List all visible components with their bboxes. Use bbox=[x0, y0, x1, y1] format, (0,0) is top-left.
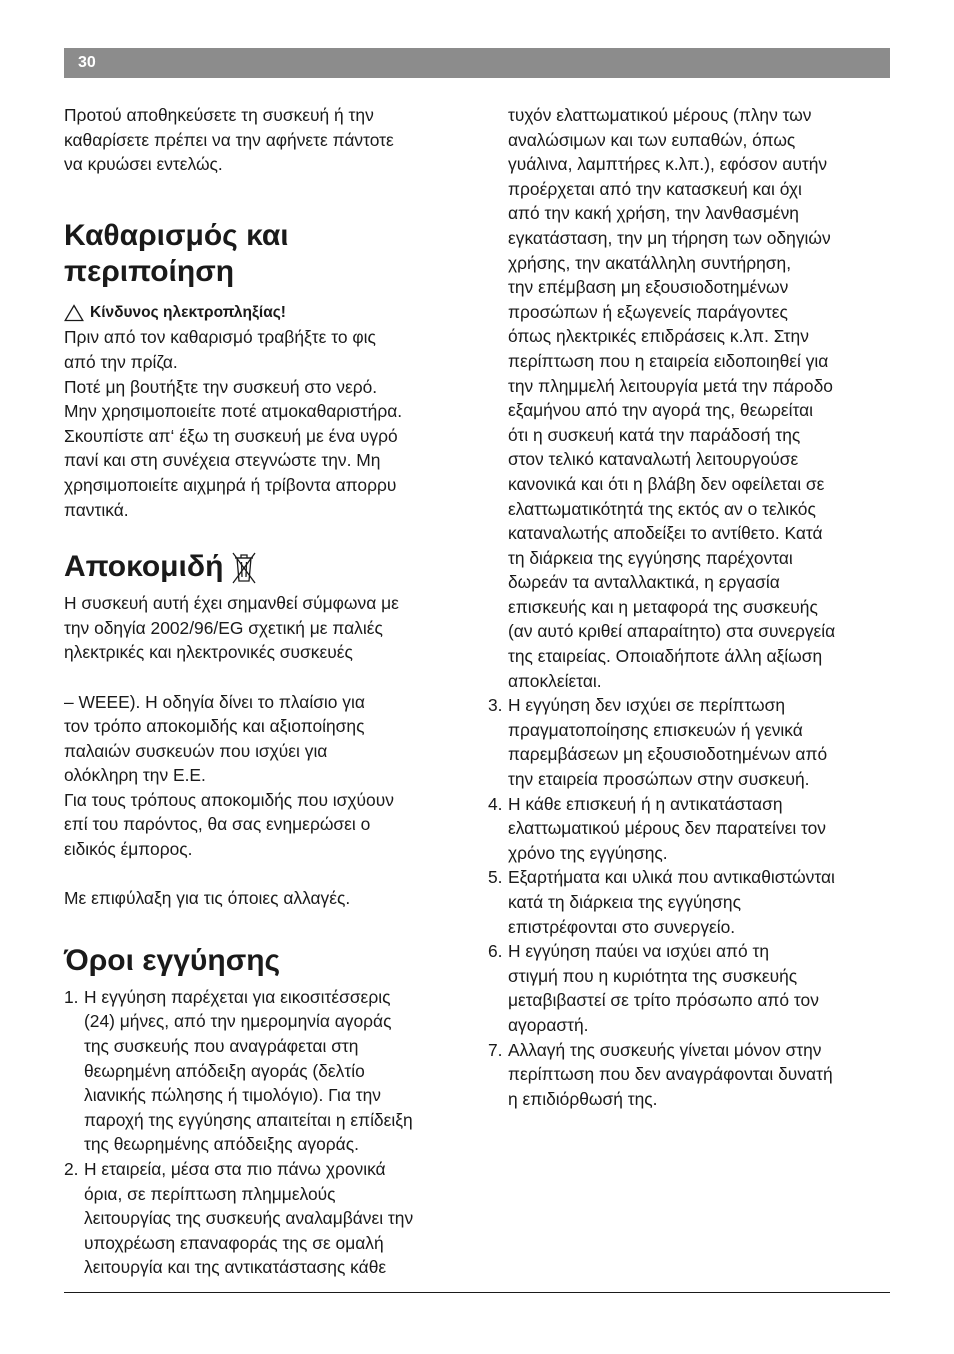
list-item-number: 7. bbox=[488, 1039, 503, 1060]
list-item-number: 2. bbox=[64, 1159, 79, 1179]
intro-paragraph: Προτού αποθηκεύσετε τη συσκευή ή την καθαρίσετε πρέπει να την αφήνετε πάντοτε να κρυώσει εντελώς. bbox=[64, 105, 394, 175]
warning-triangle-icon bbox=[64, 304, 84, 322]
list-item-text: Η κάθε επισκευή ή η αντικατάσταση ελαττωματικού μέρους δεν παρατείνει τον χρόνο της εγγύησης. bbox=[508, 793, 827, 863]
list-item bbox=[488, 939, 892, 1037]
warranty-list-right bbox=[488, 693, 892, 1111]
list-item-text: Αλλαγή της συσκευής γίνεται μόνον στην περίπτωση που δεν αναγράφονται δυνατή η επιδιόρθωσή της. bbox=[508, 1039, 833, 1109]
list-item-text: Εξαρτήματα και υλικά που αντικαθιστώνται κατά τη διάρκεια της εγγύησης επιστρέφονται στο συνεργείο. bbox=[508, 867, 835, 937]
right-column bbox=[488, 103, 892, 1111]
list-item bbox=[488, 1038, 892, 1112]
cleaning-body: Πριν από τον καθαρισμό τραβήξτε το φις από την πρίζα. Ποτέ μη βουτήξτε την συσκευή στο νερό. Μην χρησιμοποιείτε ποτέ ατμοκαθαριστήρα. Σκουπίστε απ‘ έξω τη συσκευή με ένα υγρό πανί και στη συνέχεια στεγνώστε την. Μη χρησιμοποιείτε αιχμηρά ή τρίβοντα απορρυ παντικά. bbox=[64, 327, 403, 520]
disposal-heading bbox=[64, 549, 468, 585]
warranty-item-2-continuation: τυχόν ελαττωματικού μέρους (πλην των αναλώσιμων και των ευπαθών, όπως γυάλινα, λαμπτήρες κ.λπ.), εφόσον αυτήν προέρχεται από την κατασκευή και όχι από την κακή χρήση, την λανθασμένη εγκατάσταση, την μη τήρηση των οδηγιών χρήσης, την ακατάλληλη συντήρηση, την επέμβαση μη εξουσιοδοτημένων προσώπων ή εξωγενείς παράγοντες όπως ηλεκτρικές επιδράσεις κ.λπ. Στην περίπτωση που η εταιρεία ειδοποιηθεί για την πλημμελή λειτουργία μετά την πάροδο εξαμήνου από την αγορά της, θεωρείται ότι η συσκευή κατά την παράδοσή της στον τελικό καταναλωτή λειτουργούσε κανονικά και ότι η βλάβη δεν οφείλεται σε ελαττωματικότητά της εκτός αν ο τελικός καταναλωτής αποδείξει το αντίθετο. Κατά τη διάρκεια της εγγύησης παρέχονται δωρεάν τα ανταλλακτικά, η εργασία επισκευής και η μεταφορά της συσκευής (αν αυτό κριθεί απαραίτητο) στα συνεργεία της εταιρείας. Οποιαδήποτε άλλη αξίωση αποκλείεται. bbox=[508, 105, 836, 691]
list-item-number: 4. bbox=[488, 793, 503, 814]
list-item bbox=[488, 865, 892, 939]
disposal-title: Αποκομιδή bbox=[64, 550, 224, 584]
list-item-text: Η εγγύηση δεν ισχύει σε περίπτωση πραγματοποίησης επισκευών ή γενικά παρεμβάσεων μη εξουσιοδοτημένων από την εταιρεία προσώπων στην συσκευή. bbox=[508, 695, 828, 790]
disposal-body-2: – WEEE). Η οδηγία δίνει το πλαίσιο για τον τρόπο αποκομιδής και αξιοποίησης παλαιών συσκευών που ισχύει για ολόκληρη την Ε.Ε. Για τους τρόπους αποκομιδής που ισχύουν επί του παρόντος, θα σας ενημερώσει ο ειδικός έμπορος. bbox=[64, 691, 394, 860]
list-item bbox=[488, 792, 892, 866]
list-item bbox=[64, 1157, 468, 1280]
footer-divider bbox=[64, 1292, 890, 1293]
disposal-body-3: Με επιφύλαξη για τις όποιες αλλαγές. bbox=[64, 888, 351, 909]
disposal-body-1: Η συσκευή αυτή έχει σημανθεί σύμφωνα με την οδηγία 2002/96/EG σχετική με παλιές ηλεκτρικές και ηλεκτρονικές συσκευές bbox=[64, 593, 399, 663]
left-column bbox=[64, 103, 468, 1280]
list-item-text: Η εγγύηση παρέχεται για εικοσιτέσσερις (24) μήνες, από την ημερομηνία αγοράς της συσκευής που αναγράφεται στη θεωρημένη απόδειξη αγοράς (δελτίο λιανικής πώλησης ή τιμολόγιο). Για την παροχή της εγγύησης απαιτείται η επίδειξη της θεωρημένης απόδειξης αγοράς. bbox=[84, 986, 413, 1155]
list-item-number: 1. bbox=[64, 986, 79, 1007]
warranty-title: Όροι εγγύησης bbox=[64, 943, 281, 977]
crossed-bin-icon bbox=[231, 549, 257, 585]
list-item bbox=[64, 985, 468, 1157]
warranty-list-left bbox=[64, 985, 468, 1280]
electric-shock-warning bbox=[64, 301, 468, 326]
list-item-number: 3. bbox=[488, 695, 503, 716]
list-item-text: Η εταιρεία, μέσα στα πιο πάνω χρονικά όρια, σε περίπτωση πλημμελούς λειτουργίας της συσκευής αναλαμβάνει την υποχρέωση επαναφοράς της σε ομαλή λειτουργία και της αντικατάστασης κάθε bbox=[84, 1159, 414, 1278]
page-header-bar bbox=[64, 48, 890, 78]
page-number: 30 bbox=[78, 54, 96, 71]
list-item-number: 5. bbox=[488, 867, 503, 888]
list-item-number: 6. bbox=[488, 941, 503, 962]
warning-text: Κίνδυνος ηλεκτροπληξίας! bbox=[90, 303, 286, 321]
cleaning-title: Καθαρισμός και περιποίηση bbox=[64, 218, 289, 288]
list-item-text: Η εγγύηση παύει να ισχύει από τη στιγμή που η κυριότητα της συσκευής μεταβιβαστεί σε τρίτο πρόσωπο από τον αγοραστή. bbox=[508, 941, 819, 1035]
list-item bbox=[488, 693, 892, 791]
